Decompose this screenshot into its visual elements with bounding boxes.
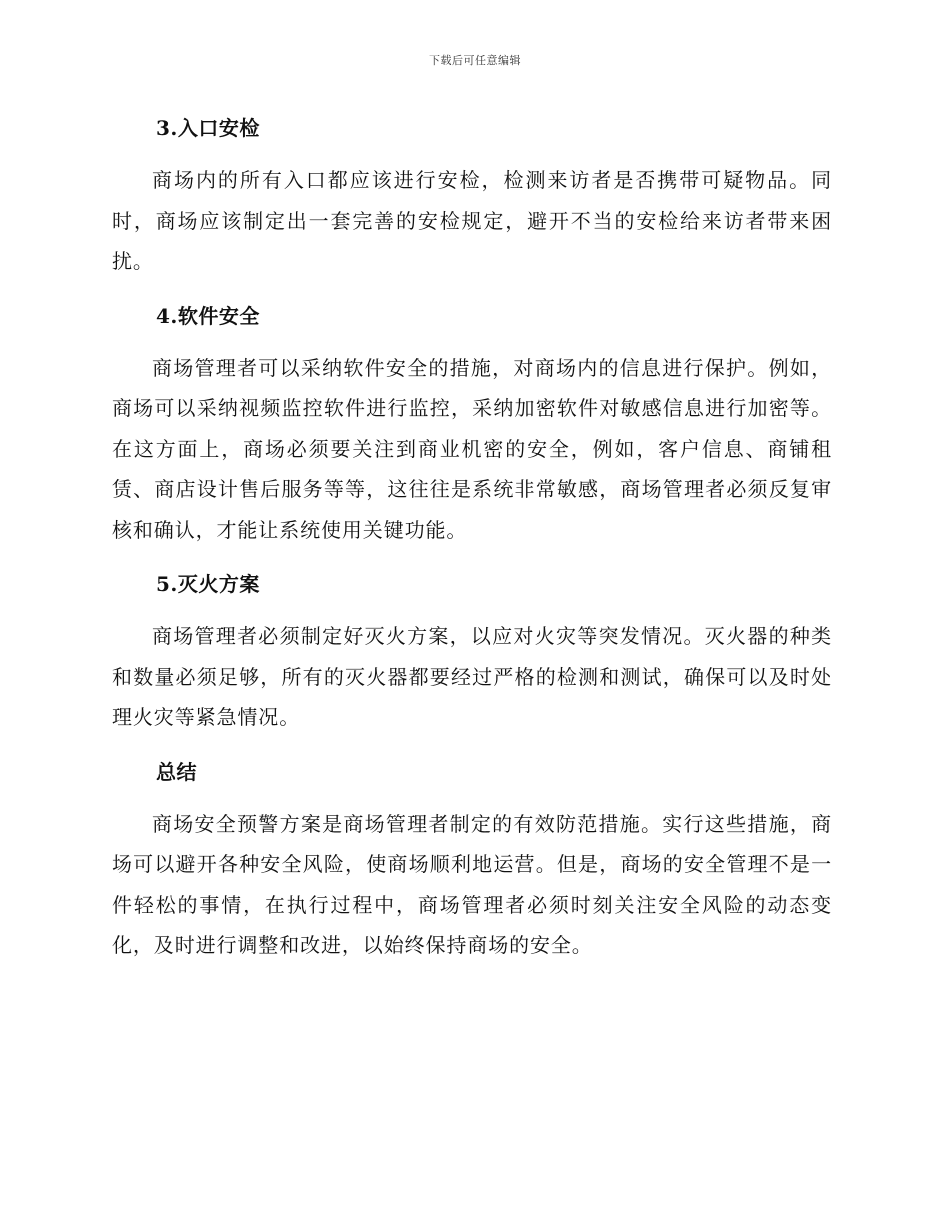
section-heading-entrance-security: 3.入口安检 <box>156 116 260 140</box>
section-paragraph-software-security: 商场管理者可以采纳软件安全的措施，对商场内的信息进行保护。例如，商场可以采纳视频监控软件进行监控，采纳加密软件对敏感信息进行加密等。在这方面上，商场必须要关注到商业机密的安全，例如，客户信息、商铺租赁、商店设计售后服务等等，这往往是系统非常敏感，商场管理者必须反复审核和确认，才能让系统使用关键功能。 <box>112 355 832 542</box>
page-header: 下载后可任意编辑 <box>429 54 521 67</box>
section-paragraph-summary: 商场安全预警方案是商场管理者制定的有效防范措施。实行这些措施，商场可以避开各种安全风险，使商场顺利地运营。但是，商场的安全管理不是一件轻松的事情，在执行过程中，商场管理者必须时刻关注安全风险的动态变化，及时进行调整和改进，以始终保持商场的安全。 <box>112 811 832 957</box>
section-heading-software-security: 4.软件安全 <box>156 303 260 328</box>
section-paragraph-entrance-security: 商场内的所有入口都应该进行安检，检测来访者是否携带可疑物品。同时，商场应该制定出一套完善的安检规定，避开不当的安检给来访者带来困扰。 <box>112 168 832 273</box>
section-heading-summary: 总结 <box>156 759 197 784</box>
document-body <box>112 108 832 966</box>
section-heading-fire-plan: 5.灭火方案 <box>156 572 260 596</box>
section-paragraph-fire-plan: 商场管理者必须制定好灭火方案，以应对火灾等突发情况。灭火器的种类和数量必须足够，所有的灭火器都要经过严格的检测和测试，确保可以及时处理火灾等紧急情况。 <box>112 624 832 729</box>
